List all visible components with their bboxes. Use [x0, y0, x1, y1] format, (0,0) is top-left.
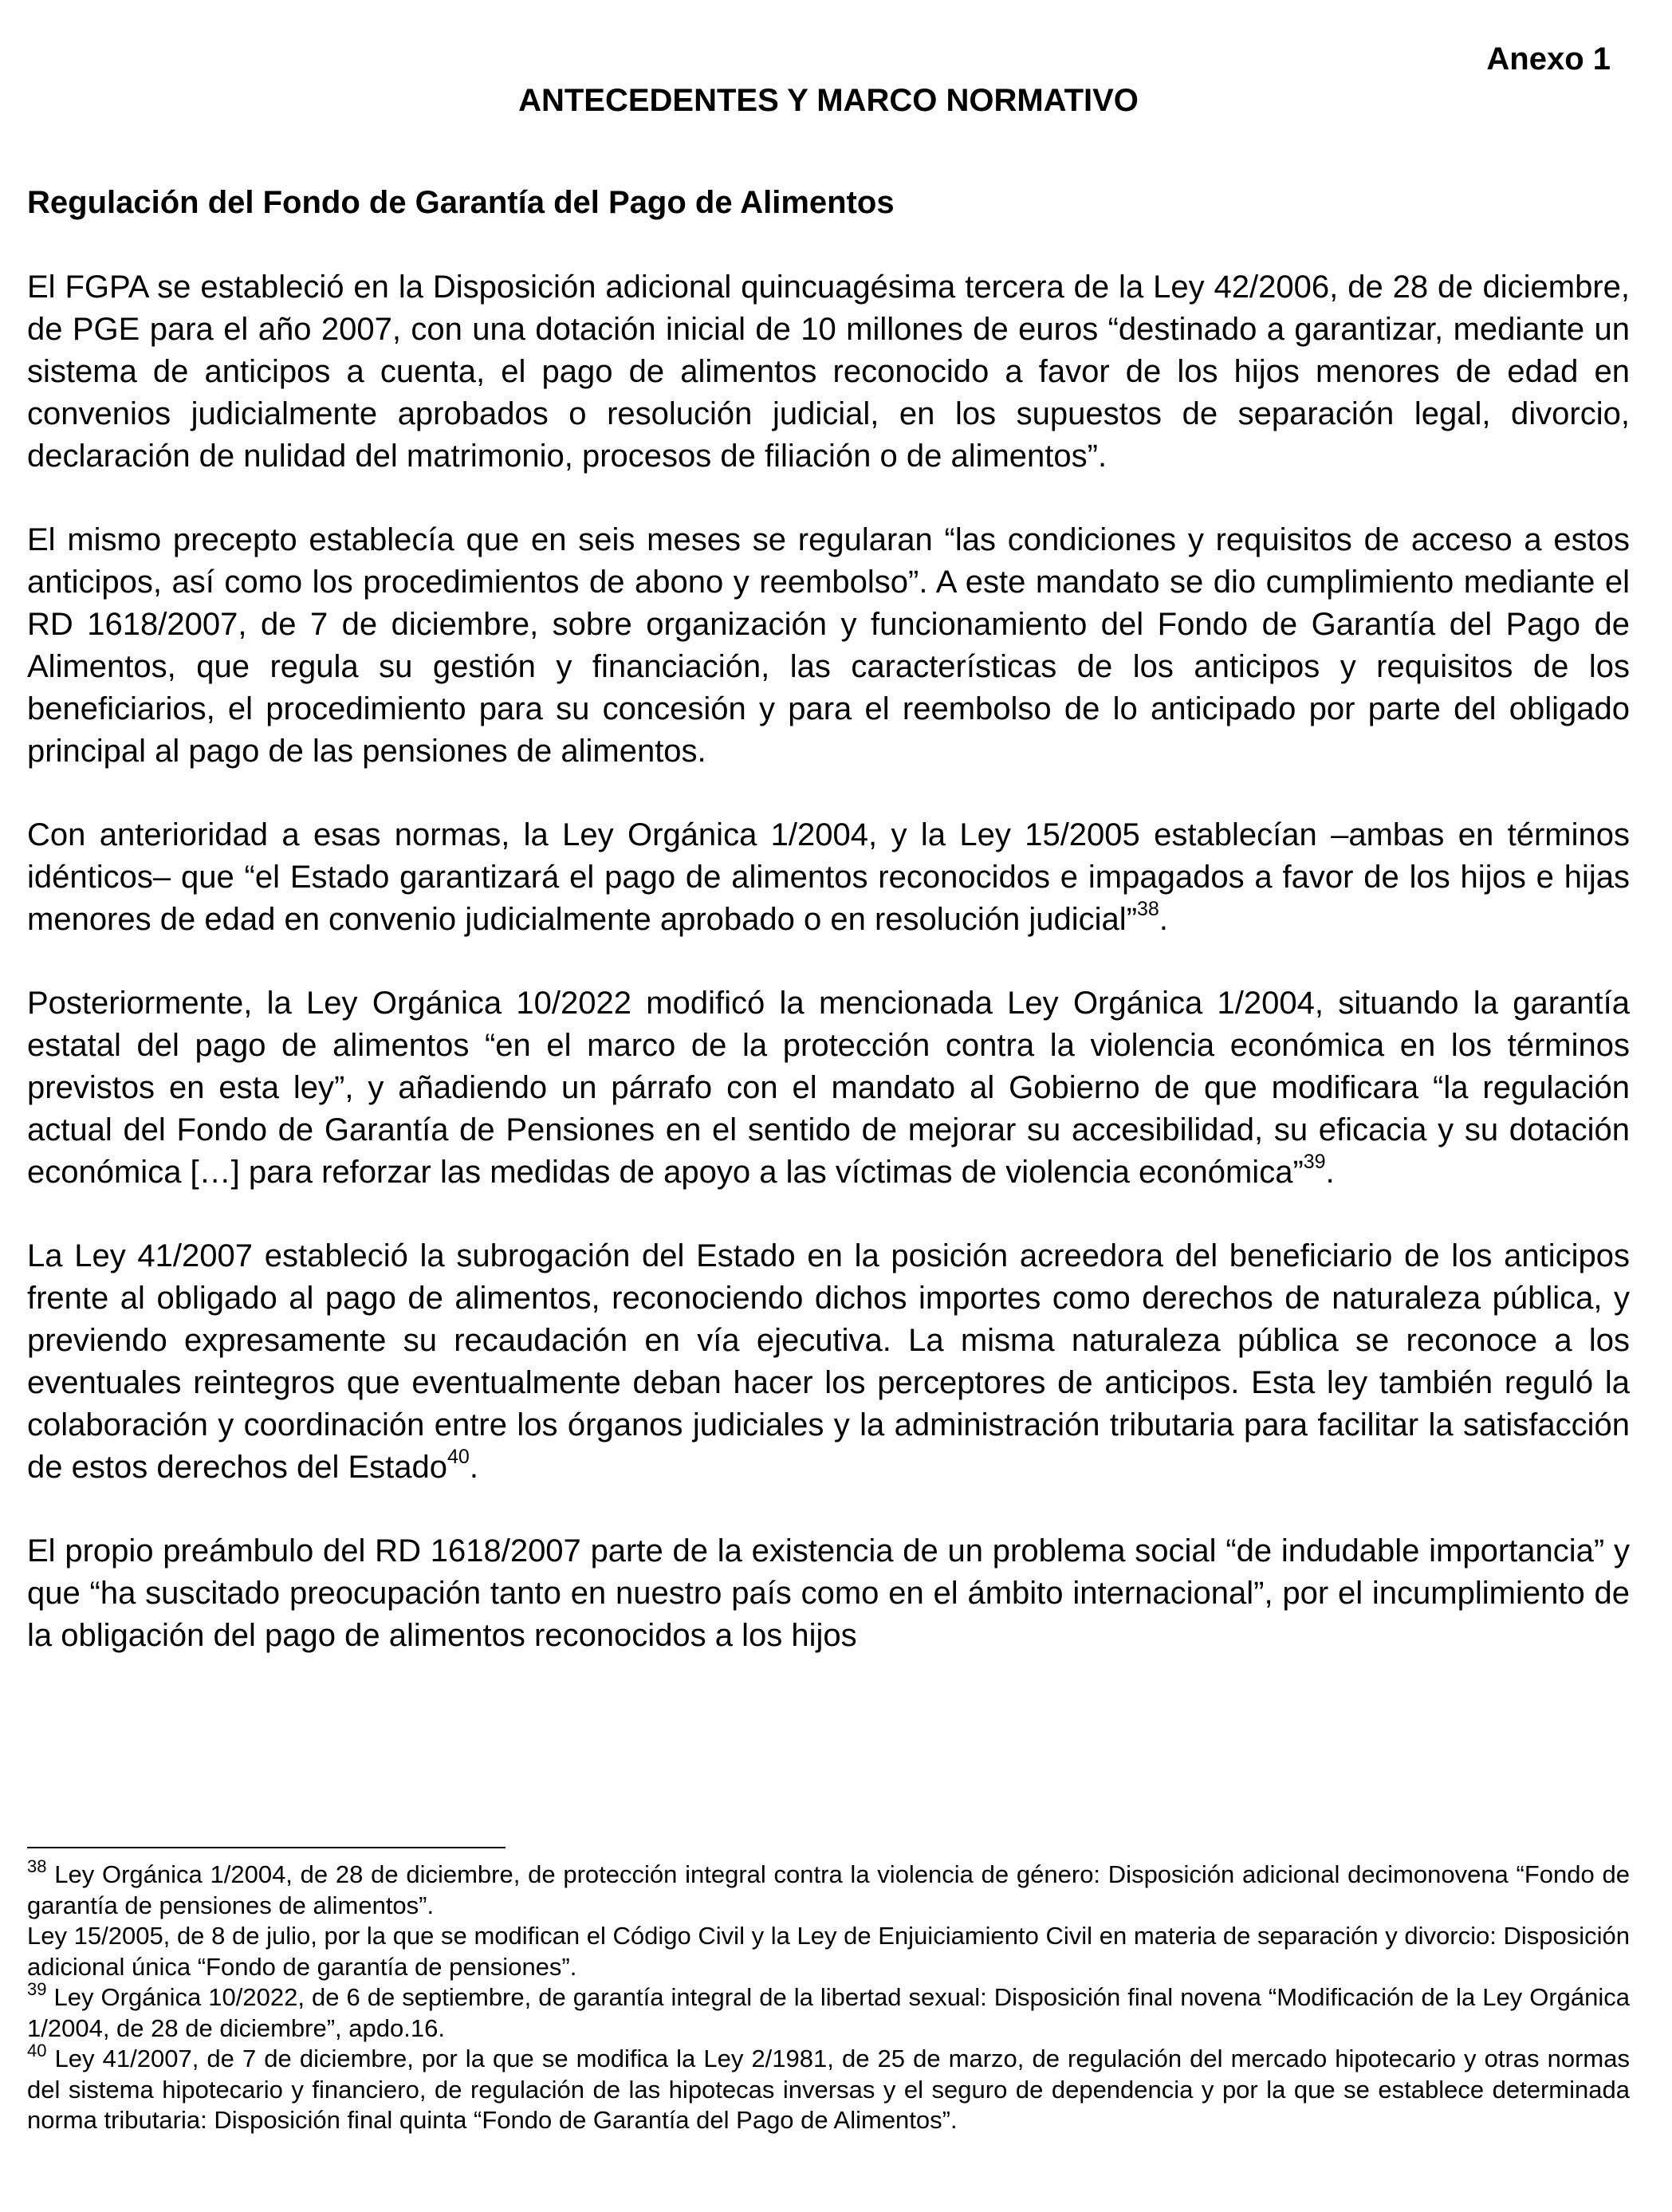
footnote-reference: 39	[1303, 1150, 1326, 1173]
paragraph	[27, 1530, 1630, 1657]
footnote-reference: 38	[1137, 897, 1159, 920]
footnote	[27, 2040, 1630, 2136]
paragraph-tail: .	[469, 1450, 478, 1485]
paragraph	[27, 814, 1630, 941]
paragraph-tail: .	[1325, 1155, 1335, 1190]
footnote-text: Ley Orgánica 1/2004, de 28 de diciembre, de protección integral contra la violencia de género: Disposición adicional decimonovena “Fondo de garantía de pensiones de alimentos”.	[27, 1860, 1630, 1919]
footnote-number: 38	[27, 1856, 47, 1876]
footnote-number: 40	[27, 2040, 47, 2060]
paragraph-text: El propio preámbulo del RD 1618/2007 parte de la existencia de un problema social “de indudable importancia” y que “ha suscitado preocupación tanto en nuestro país como en el ámbito internacional”, por el incumplimiento de la obligación del pago de alimentos reconocidos a los hijos	[27, 1533, 1630, 1653]
section-title: Regulación del Fondo de Garantía del Pago de Alimentos	[27, 185, 895, 220]
paragraph	[27, 266, 1630, 478]
footnote-text: Ley 41/2007, de 7 de diciembre, por la que se modifica la Ley 2/1981, de 25 de marzo, de regulación del mercado hipotecario y otras normas del sistema hipotecario y financiero, de regulación de las hipotecas inversas y el seguro de dependencia y por la que se establece determinada norma tributaria: Disposición final quinta “Fondo de Garantía del Pago de Alimentos”.	[27, 2045, 1630, 2134]
footnote-text: Ley Orgánica 10/2022, de 6 de septiembre, de garantía integral de la libertad sexual: Disposición final novena “Modificación de la Ley Orgánica 1/2004, de 28 de diciembre”, apdo.16.	[27, 1983, 1630, 2042]
footnote	[27, 1978, 1630, 2044]
body-text	[27, 266, 1630, 1698]
document-title: ANTECEDENTES Y MARCO NORMATIVO	[518, 83, 1139, 118]
annex-label: Anexo 1	[1486, 41, 1611, 77]
paragraph-text: El mismo precepto establecía que en seis meses se regularan “las condiciones y requisitos de acceso a estos anticipos, así como los procedimientos de abono y reembolso”. A este mandato se dio cumplimiento mediante el RD 1618/2007, de 7 de diciembre, sobre organización y funcionamiento del Fondo de Garantía del Pago de Alimentos, que regula su gestión y financiación, las características de los anticipos y requisitos de los beneficiarios, el procedimiento para su concesión y para el reembolso de lo anticipado por parte del obligado principal al pago de las pensiones de alimentos.	[27, 522, 1630, 769]
paragraph-text: Con anterioridad a esas normas, la Ley Orgánica 1/2004, y la Ley 15/2005 establecían –ambas en términos idénticos– que “el Estado garantizará el pago de alimentos reconocidos e impagados a favor de los hijos e hijas menores de edad en convenio judicialmente aprobado o en resolución judicial”	[27, 817, 1630, 937]
paragraph	[27, 1235, 1630, 1489]
footnote-number: 39	[27, 1978, 47, 1999]
footnote	[27, 1856, 1630, 1921]
footnote	[27, 1921, 1630, 1982]
paragraph-text: Posteriormente, la Ley Orgánica 10/2022 modificó la mencionada Ley Orgánica 1/2004, situando la garantía estatal del pago de alimentos “en el marco de la protección contra la violencia económica en los términos previstos en esta ley”, y añadiendo un párrafo con el mandato al Gobierno de que modificara “la regulación actual del Fondo de Garantía de Pensiones en el sentido de mejorar su accesibilidad, su eficacia y su dotación económica […] para reforzar las medidas de apoyo a las víctimas de violencia económica”	[27, 986, 1630, 1190]
paragraph	[27, 982, 1630, 1194]
footnote-reference: 40	[447, 1445, 470, 1468]
footnote-text: Ley 15/2005, de 8 de julio, por la que se modifican el Código Civil y la Ley de Enjuiciamiento Civil en materia de separación y divorcio: Disposición adicional única “Fondo de garantía de pensiones”.	[27, 1922, 1630, 1981]
paragraph	[27, 519, 1630, 773]
footnote-divider	[27, 1847, 506, 1848]
paragraph-text: La Ley 41/2007 estableció la subrogación del Estado en la posición acreedora del beneficiario de los anticipos frente al obligado al pago de alimentos, reconociendo dichos importes como derechos de naturaleza pública, y previendo expresamente su recaudación en vía ejecutiva. La misma naturaleza pública se reconoce a los eventuales reintegros que eventualmente deban hacer los perceptores de anticipos. Esta ley también reguló la colaboración y coordinación entre los órganos judiciales y la administración tributaria para facilitar la satisfacción de estos derechos del Estado	[27, 1238, 1630, 1485]
footnotes	[27, 1856, 1630, 2136]
paragraph-text: El FGPA se estableció en la Disposición adicional quincuagésima tercera de la Ley 42/2006, de 28 de diciembre, de PGE para el año 2007, con una dotación inicial de 10 millones de euros “destinado a garantizar, mediante un sistema de anticipos a cuenta, el pago de alimentos reconocido a favor de los hijos menores de edad en convenios judicialmente aprobados o resolución judicial, en los supuestos de separación legal, divorcio, declaración de nulidad del matrimonio, procesos de filiación o de alimentos”.	[27, 270, 1630, 474]
paragraph-tail: .	[1159, 902, 1168, 937]
